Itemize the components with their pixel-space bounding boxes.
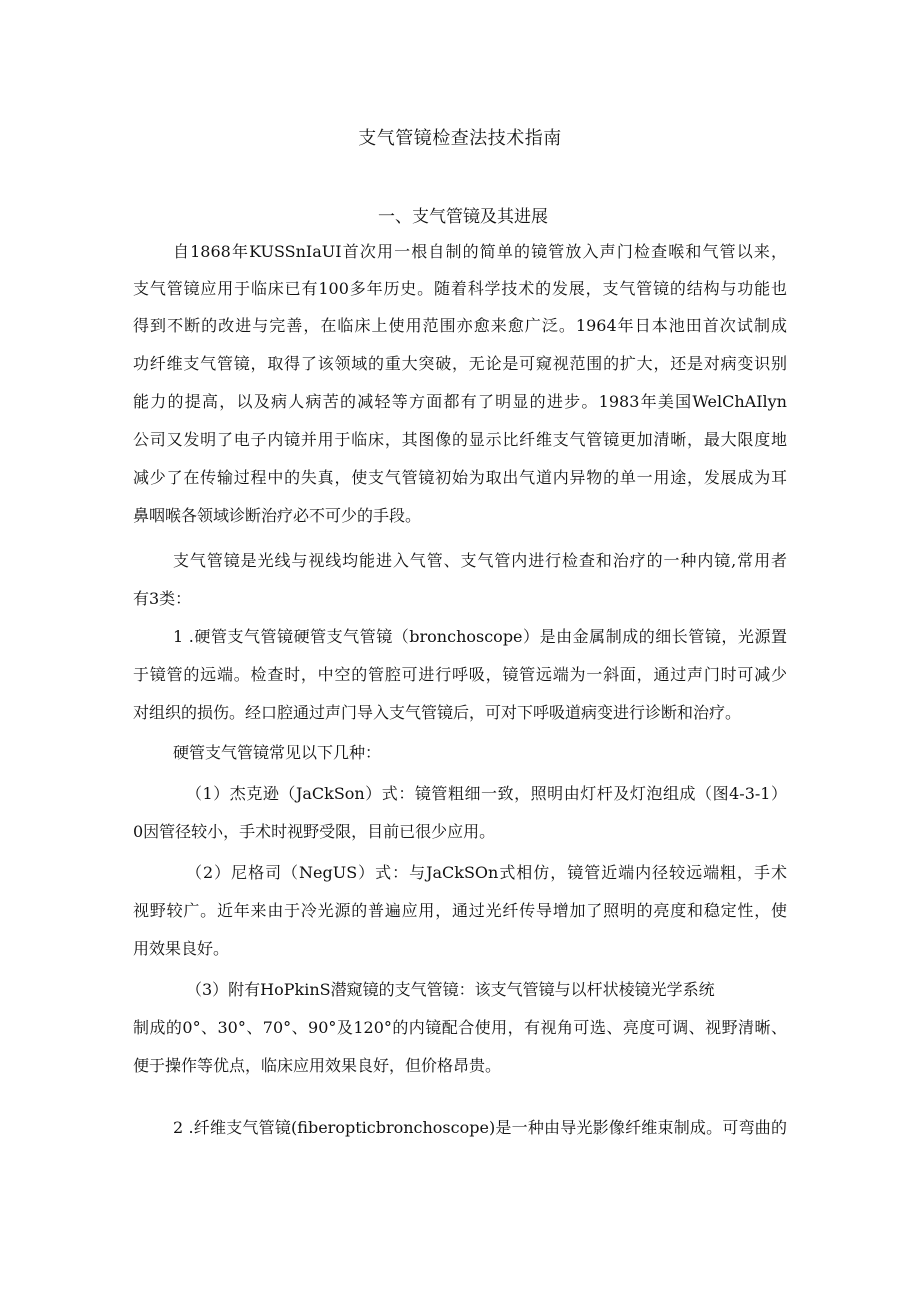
text-line: 制成的0°、30°、70°、90°及120°的内镜配合使用，有视角可选、亮度可调、视野清晰、 [133, 1018, 787, 1037]
text-line: 有3类： [133, 589, 192, 608]
text-line: 0因管径较小，手术时视野受限，目前已很少应用。 [133, 822, 496, 841]
text-line: 硬管支气管镜常见以下几种： [173, 743, 382, 762]
text-line: （3）附有HoPkinS潜窥镜的支气管镜：该支气管镜与以杆状棱镜光学系统 [186, 980, 715, 999]
text-line: 自1868年KUSSnIaUI首次用一根自制的简单的镜管放入声门检查喉和气管以来， [173, 242, 787, 261]
text-line: （2）尼格司（NegUS）式：与JaCkSOn式相仿，镜管近端内径较远端粗，手术 [186, 863, 787, 882]
text-line: 公司又发明了电子内镜并用于临床，其图像的显示比纤维支气管镜更加清晰，最大限度地 [133, 430, 787, 449]
document-title: 支气管镜检查法技术指南 [358, 128, 562, 149]
text-line: 支气管镜是光线与视线均能进入气管、支气管内进行检查和治疗的一种内镜,常用者 [173, 551, 787, 570]
text-line: 得到不断的改进与完善，在临床上使用范围亦愈来愈广泛。1964年日本池田首次试制成 [133, 316, 787, 335]
text-line: （1）杰克逊（JaCkSon）式：镜管粗细一致，照明由灯杆及灯泡组成（图4-3-1） [186, 784, 787, 803]
text-line: 视野较广。近年来由于冷光源的普遍应用，通过光纤传导增加了照明的亮度和稳定性，使 [133, 901, 787, 920]
text-line: 便于操作等优点，临床应用效果良好，但价格昂贵。 [133, 1056, 502, 1075]
section-heading: 一、支气管镜及其进展 [378, 207, 548, 227]
text-line: 用效果良好。 [133, 939, 230, 958]
text-line: 减少了在传输过程中的失真，使支气管镜初始为取出气道内异物的单一用途，发展成为耳 [133, 468, 787, 487]
text-line: 1 .硬管支气管镜硬管支气管镜（bronchoscope）是由金属制成的细长管镜，光源置 [173, 627, 787, 646]
text-line: 于镜管的远端。检查时，中空的管腔可进行呼吸，镜管远端为一斜面，通过声门时可减少 [133, 665, 787, 684]
text-line: 鼻咽喉各领域诊断治疗必不可少的手段。 [133, 506, 422, 525]
text-line: 功纤维支气管镜，取得了该领域的重大突破，无论是可窥视范围的扩大，还是对病变识别 [133, 354, 787, 373]
text-line: 对组织的损伤。经口腔通过声门导入支气管镜后，可对下呼吸道病变进行诊断和治疗。 [133, 703, 742, 722]
text-line: 2 .纤维支气管镜(fiberopticbronchoscope)是一种由导光影像纤维束制成。可弯曲的 [173, 1118, 787, 1137]
text-line: 能力的提高，以及病人病苦的减轻等方面都有了明显的进步。1983年美国WelChAIlyn [133, 392, 787, 411]
text-line: 支气管镜应用于临床已有100多年历史。随着科学技术的发展，支气管镜的结构与功能也 [133, 279, 787, 298]
